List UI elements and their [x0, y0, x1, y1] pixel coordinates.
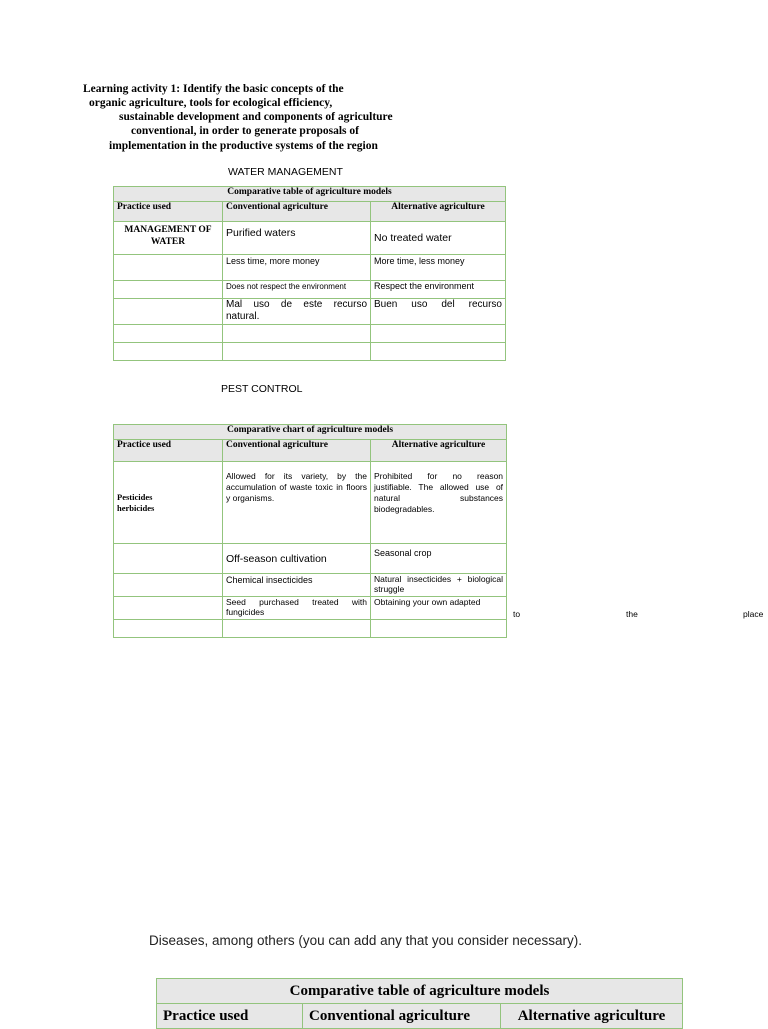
table-cell — [114, 299, 223, 325]
title-line-2: organic agriculture, tools for ecological efficiency, — [89, 97, 333, 109]
table-cell — [371, 343, 506, 361]
overflow-word: to — [513, 609, 521, 619]
column-header-practice: Practice used — [114, 440, 223, 462]
column-header-conventional: Conventional agriculture — [223, 440, 371, 462]
table-cell — [223, 343, 371, 361]
table-cell — [371, 325, 506, 343]
table-caption: Comparative table of agriculture models — [157, 979, 683, 1004]
table-cell: Mal uso de este recurso natural. — [223, 299, 371, 325]
table-cell — [114, 255, 223, 281]
water-comparison-table — [113, 186, 506, 361]
table-cell: Natural insecticides + biological struggle — [371, 574, 507, 597]
table-cell: Buen uso del recurso — [371, 299, 506, 325]
table-cell: Off-season cultivation — [223, 544, 371, 574]
table-cell: Seed purchased treated with fungicides — [223, 597, 371, 620]
table-cell — [114, 281, 223, 299]
column-header-practice: Practice used — [157, 1004, 303, 1029]
table-cell: Respect the environment — [371, 281, 506, 299]
table-cell — [114, 343, 223, 361]
diseases-intro-text: Diseases, among others (you can add any that you consider necessary). — [149, 933, 582, 948]
table-cell — [114, 544, 223, 574]
table-cell: More time, less money — [371, 255, 506, 281]
practice-cell: MANAGEMENT OF WATER — [114, 222, 223, 255]
table-cell: Less time, more money — [223, 255, 371, 281]
table-cell — [114, 574, 223, 597]
pest-comparison-table — [113, 424, 507, 638]
column-header-conventional: Conventional agriculture — [223, 202, 371, 222]
title-line-3: sustainable development and components of agriculture — [119, 111, 393, 123]
column-header-alternative: Alternative agriculture — [501, 1004, 683, 1029]
title-line-4: conventional, in order to generate proposals of — [131, 125, 359, 137]
title-line-5: implementation in the productive systems of the region — [109, 140, 378, 152]
column-header-alternative: Alternative agriculture — [371, 202, 506, 222]
table-cell — [223, 325, 371, 343]
table-cell: Seasonal crop — [371, 544, 507, 574]
table-cell: Chemical insecticides — [223, 574, 371, 597]
table-cell: Prohibited for no reason justifiable. The allowed use of natural substances biodegradables. — [371, 462, 507, 544]
practice-label: Pesticides herbicides — [117, 491, 155, 513]
title-line-1: Learning activity 1: Identify the basic concepts of the — [83, 83, 344, 95]
overflow-word: place — [743, 609, 764, 619]
table-cell: Obtaining your own adapted — [371, 597, 507, 620]
table-cell: Does not respect the environment — [223, 281, 371, 299]
column-header-conventional: Conventional agriculture — [303, 1004, 501, 1029]
diseases-comparison-table — [156, 978, 683, 1029]
water-management-heading: WATER MANAGEMENT — [228, 166, 343, 178]
table-cell — [223, 620, 371, 638]
practice-cell — [114, 462, 223, 544]
table-cell: No treated water — [371, 222, 506, 255]
table-cell: Purified waters — [223, 222, 371, 255]
table-cell: Allowed for its variety, by the accumulation of waste toxic in floors y organisms. — [223, 462, 371, 544]
table-cell — [371, 620, 507, 638]
table-caption: Comparative table of agriculture models — [114, 187, 506, 202]
column-header-practice: Practice used — [114, 202, 223, 222]
pest-control-heading: PEST CONTROL — [221, 383, 303, 395]
table-cell — [114, 597, 223, 620]
column-header-alternative: Alternative agriculture — [371, 440, 507, 462]
table-caption: Comparative chart of agriculture models — [114, 425, 507, 440]
table-cell — [114, 620, 223, 638]
table-cell — [114, 325, 223, 343]
overflow-word: the — [626, 609, 638, 619]
